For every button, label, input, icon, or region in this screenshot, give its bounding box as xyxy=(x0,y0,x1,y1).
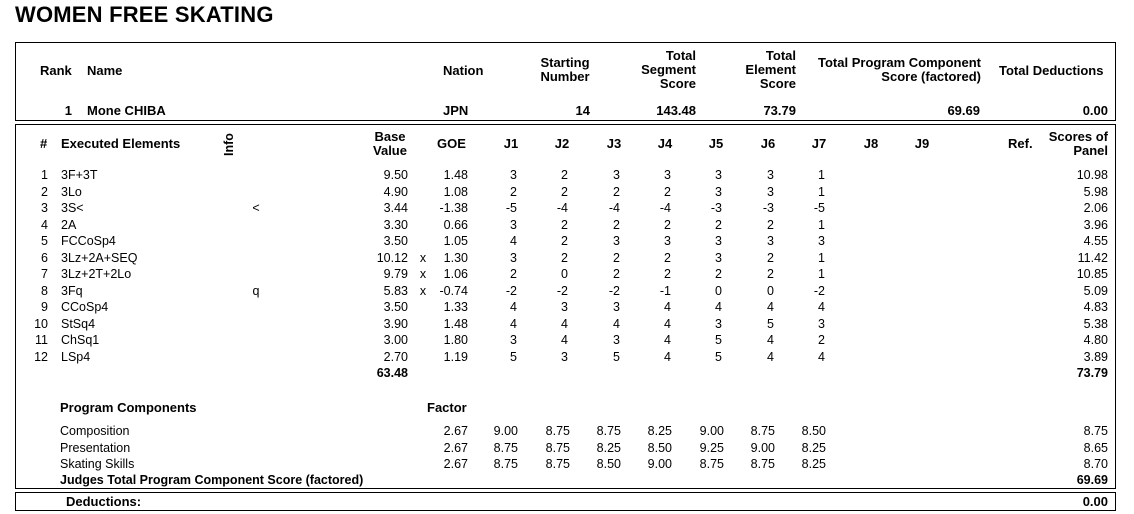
pcs-score: 8.75 xyxy=(1083,424,1108,438)
element-judge-score-j6: 2 xyxy=(767,267,774,281)
element-bv-marker: x xyxy=(419,267,427,281)
judge-header-j4: J4 xyxy=(657,136,673,151)
factor-header: Factor xyxy=(427,400,467,415)
pcs-judge-score-j7: 8.25 xyxy=(801,440,826,455)
element-judge-score-j5: 5 xyxy=(715,349,722,364)
element-judge-score-j1: 3 xyxy=(510,168,517,182)
element-panel-score: 4.80 xyxy=(1083,333,1108,347)
element-goe: 1.48 xyxy=(443,168,468,182)
element-judge-score-j4: -4 xyxy=(659,201,671,215)
element-judge-score-j4: 4 xyxy=(664,349,671,364)
elements-score-total: 73.79 xyxy=(1076,366,1108,380)
element-judge-score-j6: 0 xyxy=(767,283,774,298)
element-judge-score-j5: 2 xyxy=(715,267,722,281)
deductions-label: Deductions: xyxy=(66,494,142,509)
element-judge-score-j1: 2 xyxy=(510,184,517,199)
goe-header: GOE xyxy=(437,136,466,151)
element-judge-score-j5: 3 xyxy=(715,184,722,199)
scores-of-panel-header-line: Scores of xyxy=(1048,129,1108,144)
element-judge-score-j3: 3 xyxy=(613,333,620,347)
element-judge-score-j7: 2 xyxy=(818,333,825,347)
pcs-judge-score-j4: 9.00 xyxy=(647,457,672,471)
element-judge-score-j2: 2 xyxy=(561,250,568,265)
ref-header: Ref. xyxy=(1008,136,1033,151)
pcs-name: Composition xyxy=(60,424,130,438)
element-panel-score: 3.96 xyxy=(1083,217,1108,232)
element-info: q xyxy=(252,283,260,298)
element-number: 12 xyxy=(34,349,48,364)
pcs-judge-score-j4: 8.50 xyxy=(647,440,672,455)
element-base-value: 3.44 xyxy=(383,201,408,215)
element-base-value: 2.70 xyxy=(383,349,408,364)
element-base-value: 10.12 xyxy=(376,250,408,265)
pcs-judge-score-j4: 8.25 xyxy=(647,424,672,438)
element-name: LSp4 xyxy=(61,349,91,364)
element-judge-score-j1: 5 xyxy=(510,349,517,364)
element-judge-score-j5: 3 xyxy=(715,234,722,248)
element-number: 8 xyxy=(41,283,48,298)
rank-header: Rank xyxy=(40,63,72,78)
base-value-header xyxy=(360,130,420,158)
element-judge-score-j6: 2 xyxy=(767,217,774,232)
element-judge-score-j1: 3 xyxy=(510,217,517,232)
element-name: FCCoSp4 xyxy=(61,234,116,248)
total-element-score-header-line: Total xyxy=(765,48,796,63)
element-judge-score-j3: 2 xyxy=(613,217,620,232)
total-deductions-value: 0.00 xyxy=(1082,103,1108,118)
pcs-judge-score-j5: 9.25 xyxy=(699,440,724,455)
element-judge-score-j1: 2 xyxy=(510,267,517,281)
element-name: ChSq1 xyxy=(61,333,100,347)
element-judge-score-j4: 2 xyxy=(664,184,671,199)
element-judge-score-j3: 3 xyxy=(613,168,620,182)
element-panel-score: 5.38 xyxy=(1083,316,1108,331)
judge-header-j5: J5 xyxy=(708,136,724,151)
element-judge-score-j1: -5 xyxy=(505,201,517,215)
element-judge-score-j7: 1 xyxy=(818,168,825,182)
scores-of-panel-header-line: Panel xyxy=(1073,143,1108,158)
judge-header-j6: J6 xyxy=(760,136,776,151)
element-judge-score-j7: 1 xyxy=(818,184,825,199)
nation-header: Nation xyxy=(443,63,484,78)
element-base-value: 3.50 xyxy=(383,234,408,248)
element-judge-score-j5: 4 xyxy=(715,300,722,314)
pcs-judge-score-j3: 8.25 xyxy=(596,440,621,455)
starting-number-header-line: Starting xyxy=(540,55,590,70)
element-bv-marker: x xyxy=(419,250,427,265)
element-panel-score: 3.89 xyxy=(1083,349,1108,364)
element-name: StSq4 xyxy=(61,316,96,331)
base-value-header-line: Base xyxy=(374,129,406,144)
element-judge-score-j7: 4 xyxy=(818,349,825,364)
scores-of-panel-header xyxy=(1030,130,1108,158)
element-judge-score-j2: 2 xyxy=(561,168,568,182)
element-goe: 0.66 xyxy=(443,217,468,232)
nation-value: JPN xyxy=(443,103,469,118)
element-judge-score-j7: 4 xyxy=(818,300,825,314)
starting-number-header-line: Number xyxy=(540,69,590,84)
element-judge-score-j3: 4 xyxy=(613,316,620,331)
base-value-total: 63.48 xyxy=(376,366,408,380)
element-base-value: 3.50 xyxy=(383,300,408,314)
total-element-score-header-line: Score xyxy=(759,76,796,91)
element-panel-score: 2.06 xyxy=(1083,201,1108,215)
element-goe: -1.38 xyxy=(439,201,468,215)
total-deductions-header: Total Deductions xyxy=(999,63,1104,78)
element-judge-score-j3: 2 xyxy=(613,184,620,199)
pcs-total-score: 69.69 xyxy=(1076,473,1108,487)
pcs-judge-score-j6: 8.75 xyxy=(750,457,775,471)
element-judge-score-j6: -3 xyxy=(762,201,774,215)
rank-value: 1 xyxy=(64,103,72,118)
total-pcs-header-line: Score (factored) xyxy=(881,69,981,84)
element-judge-score-j2: 4 xyxy=(561,333,568,347)
element-judge-score-j4: 2 xyxy=(664,217,671,232)
element-judge-score-j5: 3 xyxy=(715,250,722,265)
element-judge-score-j6: 2 xyxy=(767,250,774,265)
judge-header-j7: J7 xyxy=(811,136,827,151)
element-panel-score: 4.83 xyxy=(1083,300,1108,314)
element-judge-score-j2: 3 xyxy=(561,300,568,314)
element-goe: 1.80 xyxy=(443,333,468,347)
element-number: 9 xyxy=(41,300,48,314)
total-element-score-value: 73.79 xyxy=(763,103,796,118)
element-number: 4 xyxy=(41,217,48,232)
pcs-judge-score-j7: 8.50 xyxy=(801,424,826,438)
pcs-judge-score-j3: 8.75 xyxy=(596,424,621,438)
element-judge-score-j4: 3 xyxy=(664,234,671,248)
total-segment-score-header-line: Total xyxy=(665,48,696,63)
element-judge-score-j6: 3 xyxy=(767,184,774,199)
pcs-judge-score-j2: 8.75 xyxy=(545,424,570,438)
name-header: Name xyxy=(87,63,123,78)
element-number: 2 xyxy=(41,184,48,199)
element-judge-score-j5: 2 xyxy=(715,217,722,232)
element-judge-score-j4: 3 xyxy=(664,168,671,182)
element-panel-score: 10.85 xyxy=(1076,267,1108,281)
element-name: 3S< xyxy=(61,201,84,215)
total-element-score-header xyxy=(716,49,796,91)
element-judge-score-j3: 3 xyxy=(613,234,620,248)
element-number: 7 xyxy=(41,267,48,281)
total-segment-score-header-line: Score xyxy=(659,76,696,91)
element-judge-score-j3: 2 xyxy=(613,267,620,281)
pcs-judge-score-j2: 8.75 xyxy=(545,457,570,471)
element-number: 1 xyxy=(41,168,48,182)
pcs-score: 8.70 xyxy=(1083,457,1108,471)
element-base-value: 4.90 xyxy=(383,184,408,199)
element-judge-score-j3: -4 xyxy=(608,201,620,215)
element-name: 3Lo xyxy=(61,184,82,199)
element-judge-score-j5: 5 xyxy=(715,333,722,347)
pcs-judge-score-j1: 9.00 xyxy=(493,424,518,438)
skater-name: Mone CHIBA xyxy=(87,103,166,118)
pcs-judge-score-j6: 8.75 xyxy=(750,424,775,438)
element-goe: 1.08 xyxy=(443,184,468,199)
element-judge-score-j1: 3 xyxy=(510,333,517,347)
element-judge-score-j3: 2 xyxy=(613,250,620,265)
pcs-judge-score-j5: 9.00 xyxy=(699,424,724,438)
element-goe: 1.19 xyxy=(443,349,468,364)
element-panel-score: 5.09 xyxy=(1083,283,1108,298)
base-value-header-line: Value xyxy=(373,143,407,158)
pcs-judge-score-j1: 8.75 xyxy=(493,457,518,471)
element-judge-score-j1: 4 xyxy=(510,234,517,248)
judge-header-j3: J3 xyxy=(606,136,622,151)
element-judge-score-j2: 0 xyxy=(561,267,568,281)
element-goe: 1.30 xyxy=(443,250,468,265)
element-judge-score-j7: 1 xyxy=(818,267,825,281)
total-segment-score-header-line: Segment xyxy=(641,62,696,77)
element-name: 3Lz+2A+SEQ xyxy=(61,250,138,265)
element-judge-score-j5: -3 xyxy=(710,201,722,215)
total-pcs-value: 69.69 xyxy=(947,103,980,118)
judge-header-j9: J9 xyxy=(914,136,930,151)
element-judge-score-j7: -5 xyxy=(813,201,825,215)
pcs-judge-score-j6: 9.00 xyxy=(750,440,775,455)
element-judge-score-j1: -2 xyxy=(505,283,517,298)
element-judge-score-j6: 3 xyxy=(767,234,774,248)
element-judge-score-j3: -2 xyxy=(608,283,620,298)
element-judge-score-j7: 3 xyxy=(818,234,825,248)
judge-header-j1: J1 xyxy=(503,136,519,151)
element-judge-score-j2: -4 xyxy=(556,201,568,215)
element-info: < xyxy=(252,201,260,215)
element-goe: -0.74 xyxy=(439,283,468,298)
element-judge-score-j6: 4 xyxy=(767,333,774,347)
element-judge-score-j2: 2 xyxy=(561,234,568,248)
element-number: 10 xyxy=(34,316,48,331)
element-judge-score-j5: 3 xyxy=(715,316,722,331)
deductions-box xyxy=(15,492,1116,511)
starting-number-value: 14 xyxy=(575,103,590,118)
pcs-judge-score-j7: 8.25 xyxy=(801,457,826,471)
pcs-total-label: Judges Total Program Component Score (factored) xyxy=(60,473,364,487)
element-judge-score-j2: -2 xyxy=(556,283,568,298)
element-judge-score-j5: 3 xyxy=(715,168,722,182)
element-name: 3Fq xyxy=(61,283,83,298)
pcs-factor: 2.67 xyxy=(443,424,468,438)
pcs-score: 8.65 xyxy=(1083,440,1108,455)
program-components-header: Program Components xyxy=(60,400,197,415)
pcs-name: Skating Skills xyxy=(60,457,135,471)
element-judge-score-j3: 5 xyxy=(613,349,620,364)
element-panel-score: 4.55 xyxy=(1083,234,1108,248)
executed-elements-header: Executed Elements xyxy=(61,136,181,151)
element-base-value: 5.83 xyxy=(383,283,408,298)
element-judge-score-j4: -1 xyxy=(659,283,671,298)
element-number: 5 xyxy=(41,234,48,248)
element-base-value: 3.90 xyxy=(383,316,408,331)
element-base-value: 3.00 xyxy=(383,333,408,347)
pcs-factor: 2.67 xyxy=(443,457,468,471)
element-number: 3 xyxy=(41,201,48,215)
pcs-judge-score-j3: 8.50 xyxy=(596,457,621,471)
pcs-name: Presentation xyxy=(60,440,131,455)
element-goe: 1.33 xyxy=(443,300,468,314)
element-goe: 1.05 xyxy=(443,234,468,248)
element-bv-marker: x xyxy=(419,283,427,298)
element-judge-score-j4: 4 xyxy=(664,316,671,331)
pcs-judge-score-j2: 8.75 xyxy=(545,440,570,455)
pcs-judge-score-j1: 8.75 xyxy=(493,440,518,455)
element-judge-score-j2: 2 xyxy=(561,217,568,232)
element-judge-score-j7: 3 xyxy=(818,316,825,331)
total-element-score-header-line: Element xyxy=(745,62,796,77)
element-number: 11 xyxy=(35,333,48,347)
element-name: 2A xyxy=(61,217,77,232)
element-judge-score-j4: 2 xyxy=(664,250,671,265)
pcs-judge-score-j5: 8.75 xyxy=(699,457,724,471)
total-pcs-header xyxy=(800,56,981,84)
element-judge-score-j4: 2 xyxy=(664,267,671,281)
element-judge-score-j6: 3 xyxy=(767,168,774,182)
element-judge-score-j6: 4 xyxy=(767,300,774,314)
starting-number-header xyxy=(525,56,605,84)
total-pcs-header-line: Total Program Component xyxy=(818,55,981,70)
info-header: Info xyxy=(222,133,236,157)
element-panel-score: 5.98 xyxy=(1083,184,1108,199)
element-number: 6 xyxy=(41,250,48,265)
total-segment-score-value: 143.48 xyxy=(656,103,696,118)
total-segment-score-header xyxy=(616,49,696,91)
element-judge-score-j2: 3 xyxy=(561,349,568,364)
element-name: 3F+3T xyxy=(61,168,98,182)
element-base-value: 3.30 xyxy=(383,217,408,232)
element-base-value: 9.50 xyxy=(383,168,408,182)
element-goe: 1.48 xyxy=(443,316,468,331)
element-goe: 1.06 xyxy=(443,267,468,281)
deductions-value: 0.00 xyxy=(1082,494,1108,509)
element-judge-score-j1: 4 xyxy=(510,300,517,314)
element-name: 3Lz+2T+2Lo xyxy=(61,267,132,281)
element-judge-score-j1: 4 xyxy=(510,316,517,331)
element-judge-score-j3: 3 xyxy=(613,300,620,314)
element-judge-score-j7: 1 xyxy=(818,217,825,232)
element-judge-score-j4: 4 xyxy=(664,300,671,314)
pcs-factor: 2.67 xyxy=(443,440,468,455)
judge-header-j8: J8 xyxy=(863,136,879,151)
element-name: CCoSp4 xyxy=(61,300,109,314)
element-judge-score-j1: 3 xyxy=(510,250,517,265)
element-judge-score-j6: 5 xyxy=(767,316,774,331)
element-judge-score-j5: 0 xyxy=(715,283,722,298)
element-panel-score: 11.42 xyxy=(1077,250,1108,265)
element-judge-score-j4: 4 xyxy=(664,333,671,347)
element-judge-score-j2: 4 xyxy=(561,316,568,331)
element-number-header: # xyxy=(40,136,48,151)
element-panel-score: 10.98 xyxy=(1076,168,1108,182)
element-judge-score-j7: -2 xyxy=(813,283,825,298)
element-judge-score-j2: 2 xyxy=(561,184,568,199)
element-judge-score-j7: 1 xyxy=(818,250,825,265)
judge-header-j2: J2 xyxy=(554,136,570,151)
element-base-value: 9.79 xyxy=(383,267,408,281)
page-title: WOMEN FREE SKATING xyxy=(15,2,274,27)
element-judge-score-j6: 4 xyxy=(767,349,774,364)
